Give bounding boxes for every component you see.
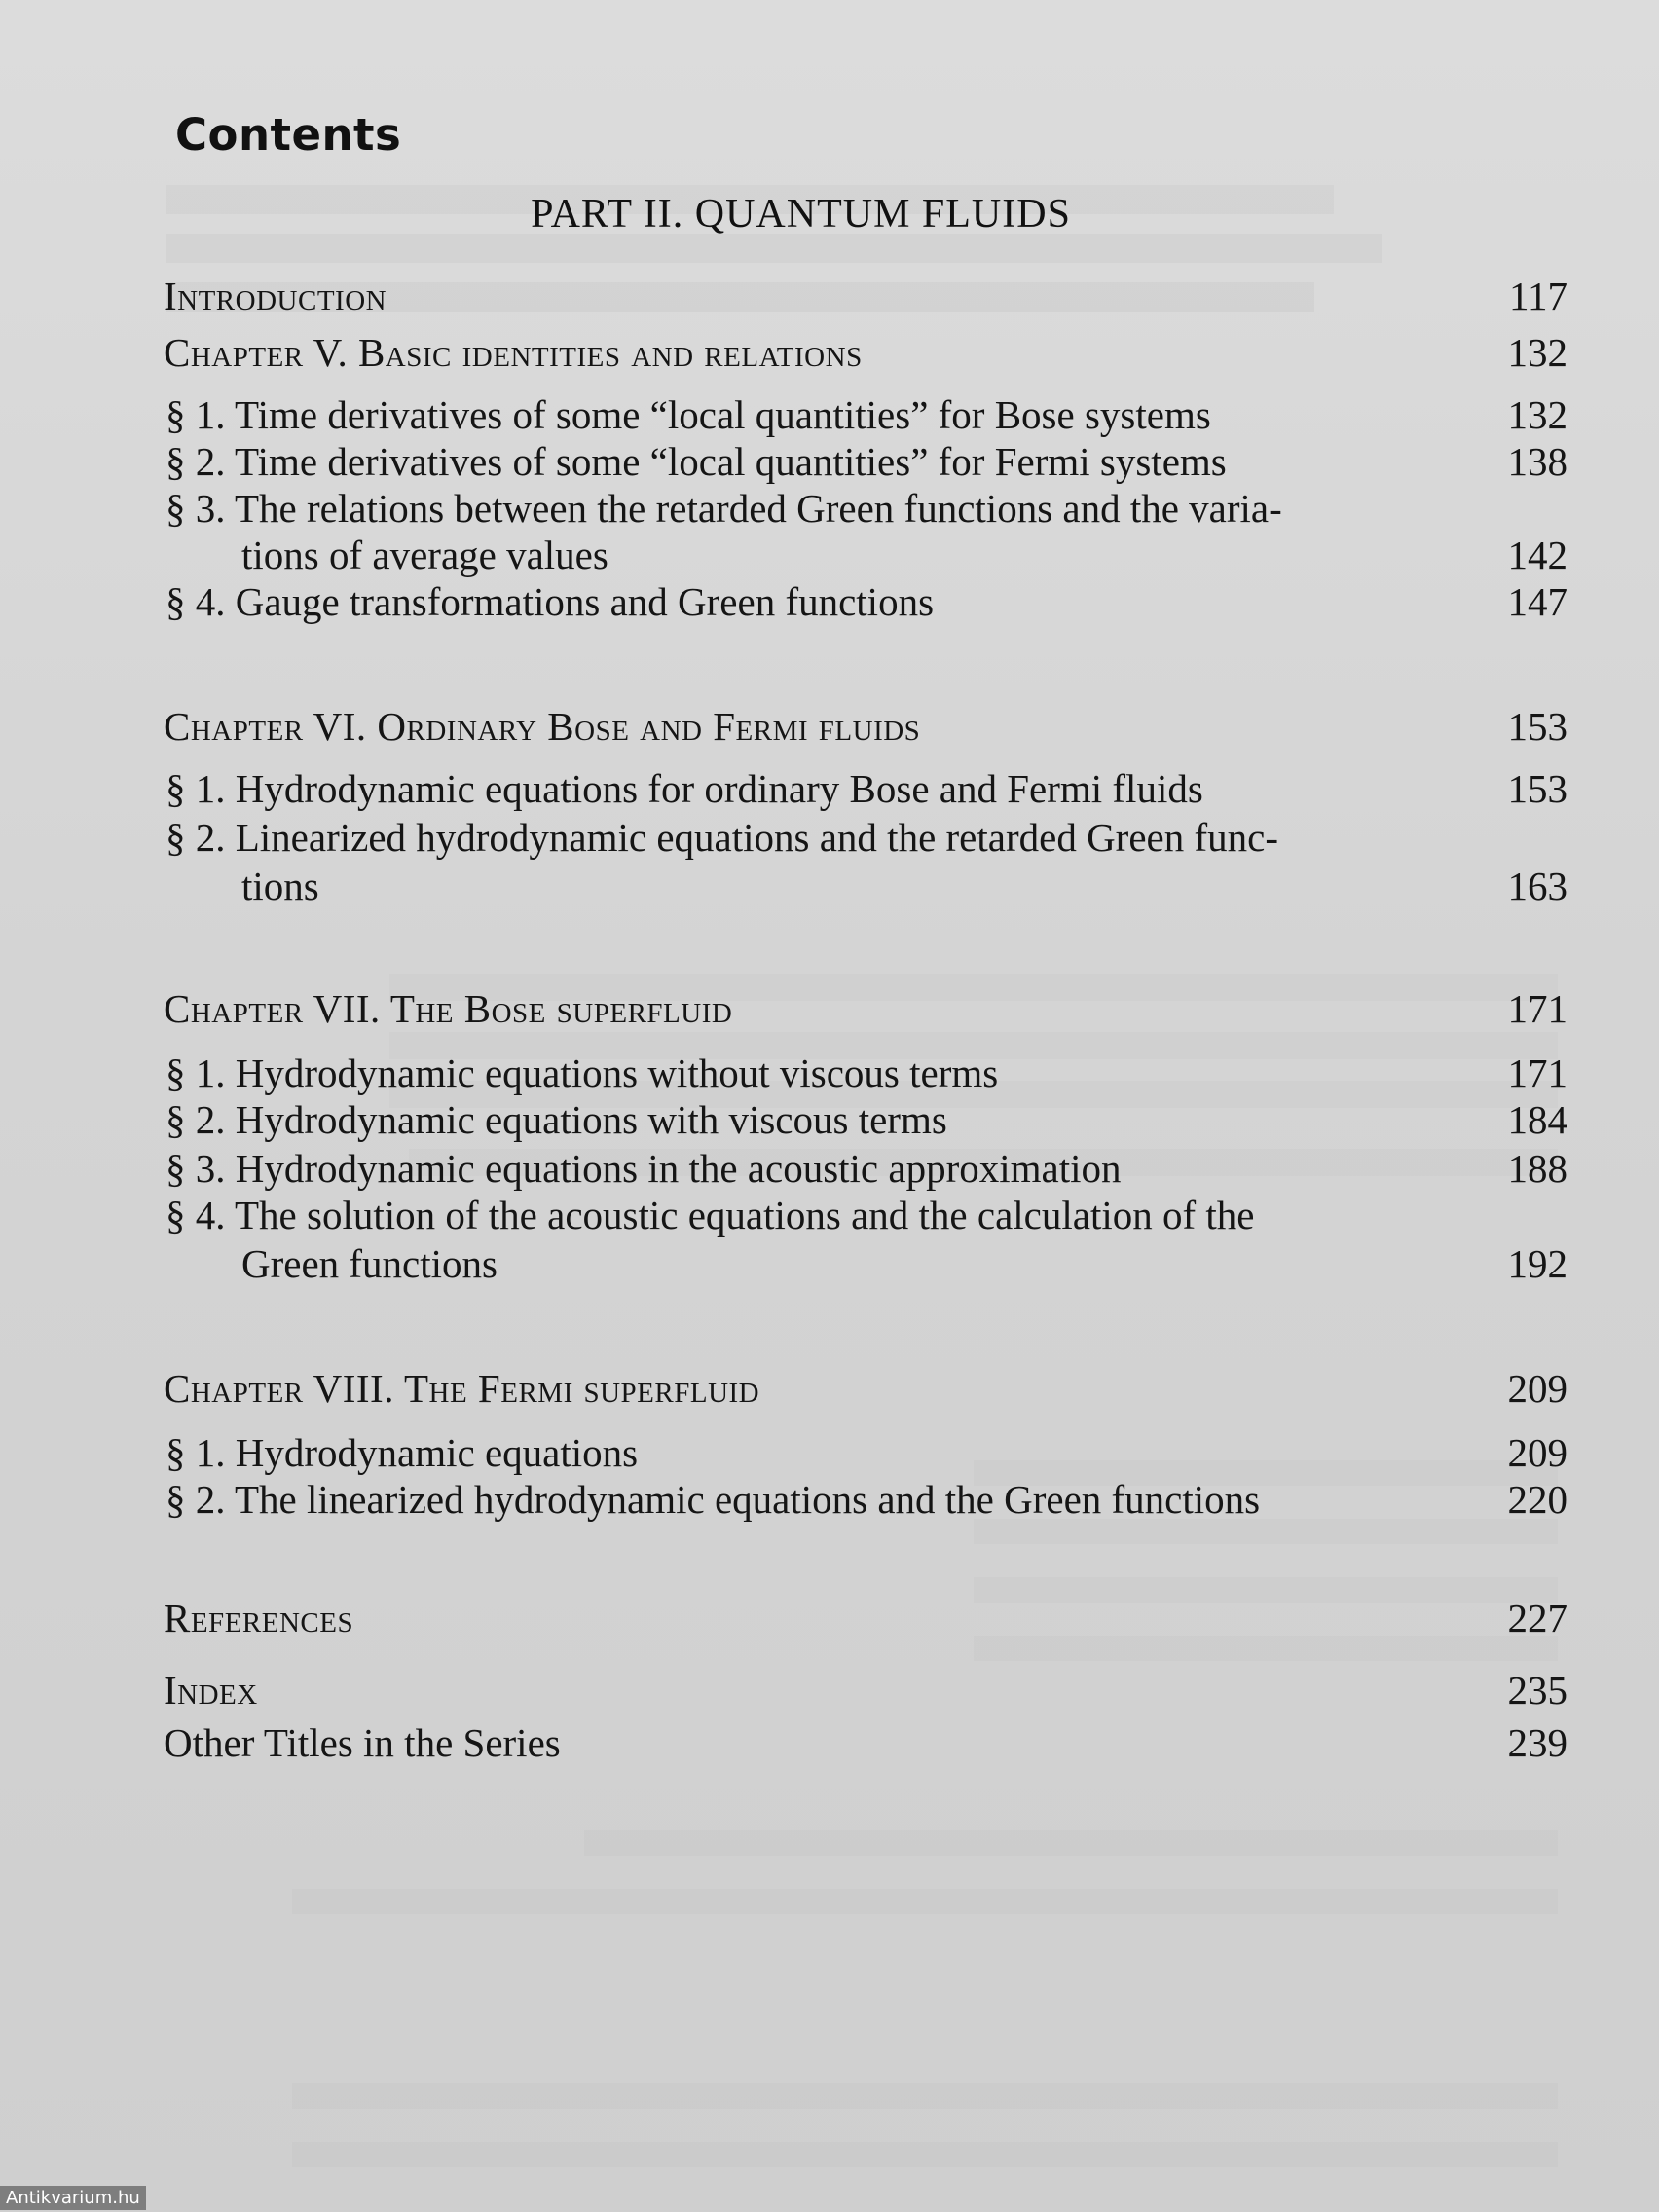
toc-page: 132 [1507,392,1567,437]
toc-ch5-section-2[interactable] [164,436,1567,487]
toc-ch5-section-1[interactable] [164,389,1567,440]
toc-page: 227 [1507,1596,1567,1641]
toc-page: 184 [1507,1097,1567,1142]
toc-ch7-section-2[interactable] [164,1094,1567,1145]
toc-label: § 3. Hydrodynamic equations in the acoustic approximation [166,1146,1122,1191]
toc-page: 220 [1507,1477,1567,1522]
toc-label: § 1. Hydrodynamic equations for ordinary Bose and Fermi fluids [166,766,1203,811]
toc-label: § 4. Gauge transformations and Green functions [166,579,935,624]
toc-label: § 1. Time derivatives of some “local quantities” for Bose systems [166,392,1211,437]
toc-page: 171 [1507,1051,1567,1095]
toc-page: 163 [1507,864,1567,908]
toc-page: 171 [1507,986,1567,1031]
toc-page: 153 [1507,704,1567,749]
watermark: Antikvarium.hu [0,2186,146,2210]
toc-ch6-section-1[interactable] [164,763,1567,814]
toc-page: 153 [1507,766,1567,811]
toc-page: 147 [1507,579,1567,624]
toc-page: 239 [1507,1720,1567,1765]
toc-page: 132 [1507,330,1567,375]
toc-page: 138 [1507,439,1567,484]
toc-entry-index[interactable] [164,1665,1567,1715]
toc-label: References [164,1596,354,1641]
toc-chapter-8[interactable] [164,1363,1567,1414]
toc-label: § 4. The solution of the acoustic equations and the calculation of the [166,1193,1255,1237]
toc-label: Chapter VII. The Bose superfluid [164,986,733,1031]
toc-label-continued: Green functions [241,1241,498,1286]
toc-page: 235 [1507,1668,1567,1713]
toc-label: § 2. Time derivatives of some “local quantities” for Fermi systems [166,439,1227,484]
toc-page: 209 [1507,1366,1567,1411]
toc-entry-other-titles[interactable] [164,1717,1567,1768]
toc-chapter-7[interactable] [164,983,1567,1034]
toc-page: 117 [1509,274,1567,318]
toc-chapter-6[interactable] [164,701,1567,752]
toc-page: 142 [1507,533,1567,577]
toc-label: § 1. Hydrodynamic equations without viscous terms [166,1051,999,1095]
toc-page: 188 [1507,1146,1567,1191]
page-title: Contents [175,109,402,161]
toc-label: § 2. The linearized hydrodynamic equations and the Green functions [166,1477,1261,1522]
toc-ch5-section-3[interactable] [164,483,1567,534]
toc-entry-references[interactable] [164,1593,1567,1643]
toc-page: 209 [1507,1430,1567,1475]
toc-label: Chapter V. Basic identities and relations [164,330,863,375]
toc-label: Other Titles in the Series [164,1720,561,1765]
toc-label: § 2. Hydrodynamic equations with viscous terms [166,1097,947,1142]
toc-label-continued: tions of average values [241,533,608,577]
toc-page: 192 [1507,1241,1567,1286]
toc-ch8-section-1[interactable] [164,1427,1567,1478]
toc-entry-introduction[interactable] [164,271,1567,321]
part-title: PART II. QUANTUM FLUIDS [531,192,1071,237]
toc-label: Introduction [164,274,387,318]
toc-ch7-section-4[interactable] [164,1190,1567,1240]
toc-ch8-section-2[interactable] [164,1474,1567,1525]
toc-label: Index [164,1668,258,1713]
toc-label: § 2. Linearized hydrodynamic equations and the retarded Green func- [166,815,1278,860]
toc-ch6-section-2-continued[interactable] [164,861,1567,911]
toc-label: Chapter VI. Ordinary Bose and Fermi fluids [164,704,921,749]
toc-ch7-section-1[interactable] [164,1048,1567,1098]
toc-ch7-section-4-continued[interactable] [164,1238,1567,1289]
toc-ch6-section-2[interactable] [164,812,1567,863]
toc-ch5-section-4[interactable] [164,576,1567,627]
toc-label: § 3. The relations between the retarded Green functions and the varia- [166,486,1282,531]
toc-chapter-5[interactable] [164,327,1567,378]
toc-label: Chapter VIII. The Fermi superfluid [164,1366,760,1411]
toc-label: § 1. Hydrodynamic equations [166,1430,639,1475]
toc-label-continued: tions [241,864,319,908]
toc-ch5-section-3-continued[interactable] [164,530,1567,580]
toc-ch7-section-3[interactable] [164,1143,1567,1194]
